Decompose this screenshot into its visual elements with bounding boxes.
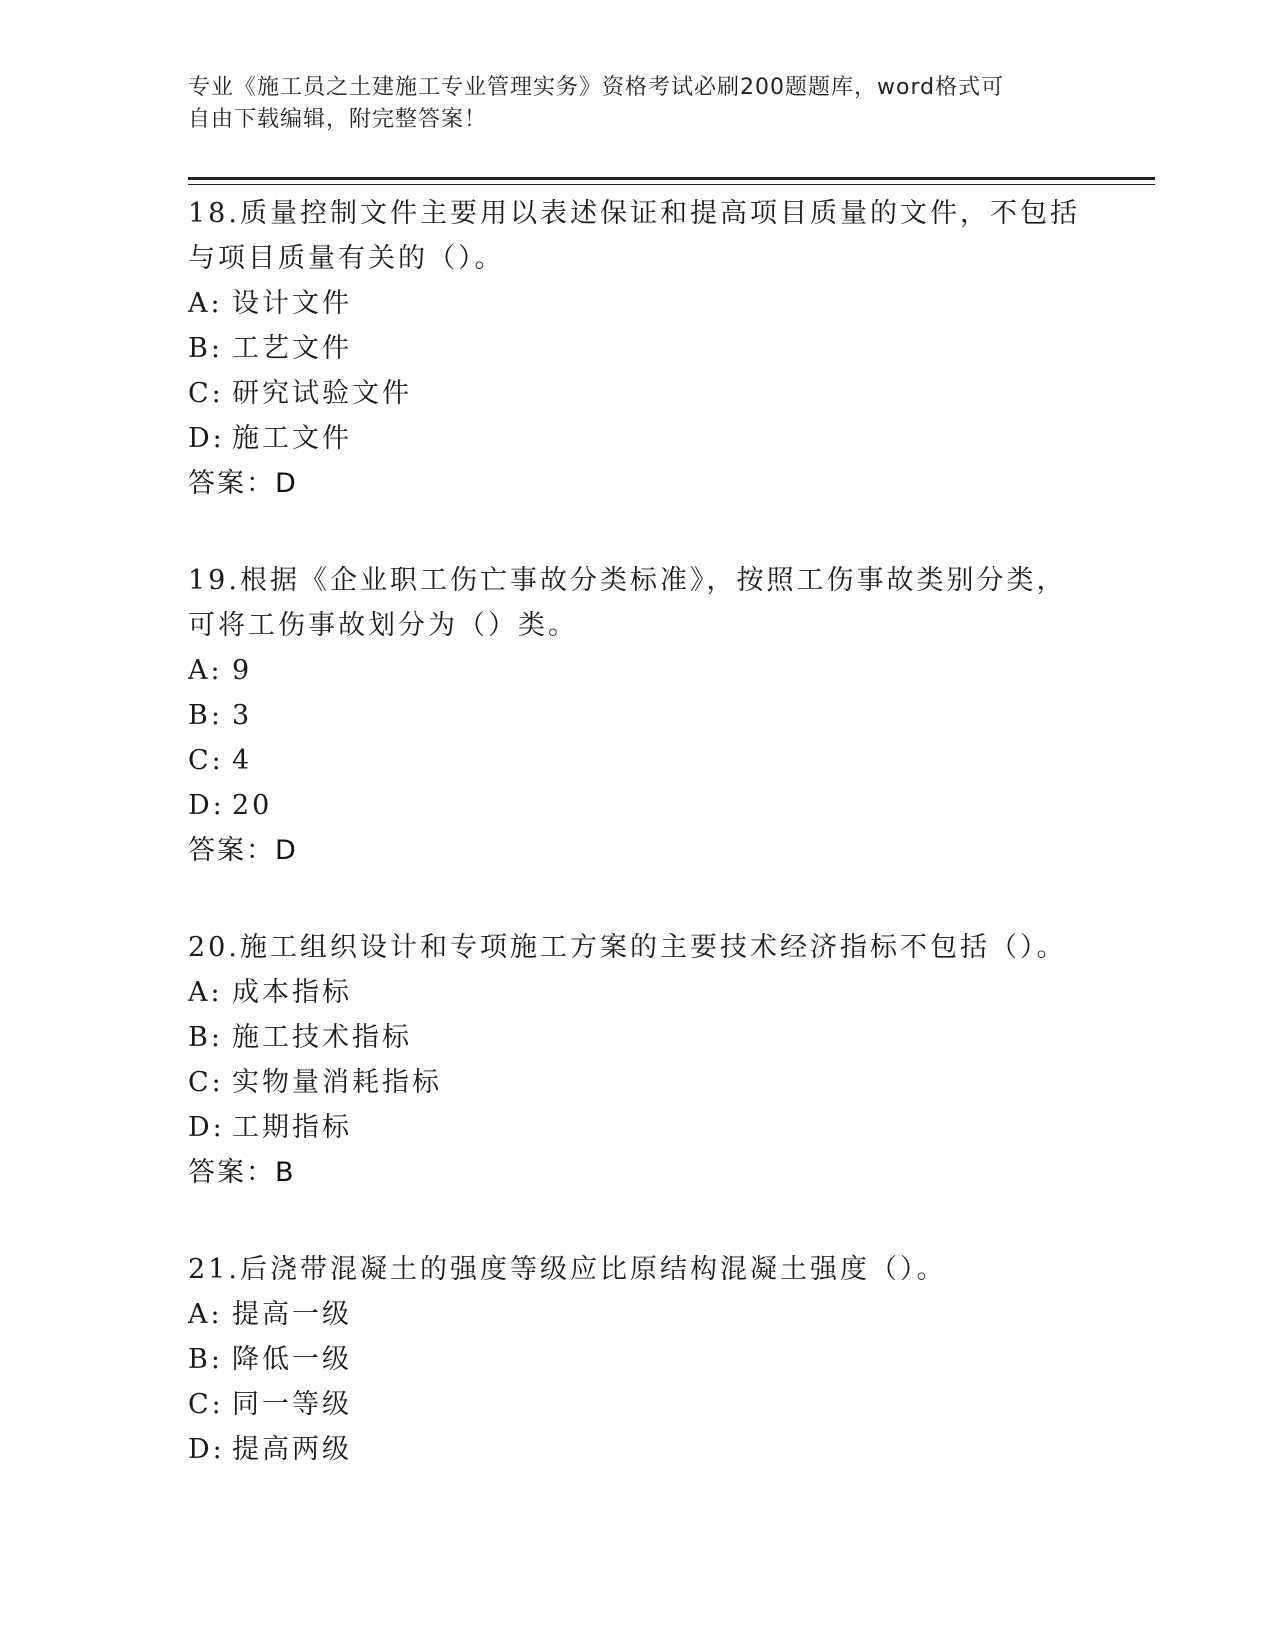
option-text: 降低一级 — [232, 1344, 352, 1375]
option-a — [188, 281, 1088, 326]
question-stem: 20.施工组织设计和专项施工方案的主要技术经济指标不包括（）。 — [188, 932, 1067, 963]
header-line-2: 自由下载编辑，附完整答案！ — [188, 107, 488, 132]
option-d — [188, 1427, 1088, 1472]
option-key: B: — [188, 1022, 223, 1053]
option-text: 工期指标 — [232, 1112, 352, 1143]
option-key: D: — [188, 423, 225, 454]
answer: 答案：D — [188, 468, 298, 499]
option-c — [188, 738, 1088, 783]
question-18 — [188, 191, 1088, 506]
option-text: 20 — [232, 790, 273, 821]
option-key: B: — [188, 1344, 223, 1375]
option-a — [188, 648, 1088, 693]
question-stem: 21.后浇带混凝土的强度等级应比原结构混凝土强度（）。 — [188, 1254, 947, 1285]
option-text: 设计文件 — [232, 288, 352, 319]
option-key: D: — [188, 790, 225, 821]
option-text: 施工技术指标 — [232, 1022, 412, 1053]
option-c — [188, 371, 1088, 416]
option-text: 3 — [232, 700, 253, 731]
option-text: 施工文件 — [232, 423, 352, 454]
option-text: 实物量消耗指标 — [232, 1067, 442, 1098]
question-19 — [188, 558, 1088, 873]
option-c — [188, 1060, 1088, 1105]
option-key: D: — [188, 1112, 225, 1143]
header-line-1: 专业《施工员之土建施工专业管理实务》资格考试必刷200题题库，word格式可 — [188, 75, 1005, 100]
option-text: 9 — [232, 655, 253, 686]
option-b — [188, 1337, 1088, 1382]
option-a — [188, 1292, 1088, 1337]
option-d — [188, 416, 1088, 461]
option-key: A: — [188, 288, 223, 319]
option-key: A: — [188, 977, 223, 1008]
document-header — [188, 72, 1068, 136]
option-key: B: — [188, 700, 223, 731]
question-20 — [188, 925, 1088, 1195]
answer: 答案：D — [188, 835, 298, 866]
header-divider-thin — [188, 184, 1155, 185]
option-key: B: — [188, 333, 223, 364]
option-text: 4 — [232, 745, 253, 776]
option-b — [188, 326, 1088, 371]
option-text: 提高两级 — [232, 1434, 352, 1465]
option-key: C: — [188, 378, 224, 409]
option-key: A: — [188, 655, 223, 686]
option-b — [188, 1015, 1088, 1060]
question-21 — [188, 1247, 1088, 1472]
answer: 答案：B — [188, 1157, 296, 1188]
question-list — [188, 191, 1088, 1524]
option-text: 研究试验文件 — [232, 378, 412, 409]
option-text: 成本指标 — [232, 977, 352, 1008]
option-d — [188, 783, 1088, 828]
option-d — [188, 1105, 1088, 1150]
header-divider-thick — [188, 177, 1155, 180]
question-stem: 18.质量控制文件主要用以表述保证和提高项目质量的文件，不包括与项目质量有关的（）。 — [188, 198, 1080, 274]
option-c — [188, 1382, 1088, 1427]
option-key: A: — [188, 1299, 223, 1330]
question-stem: 19.根据《企业职工伤亡事故分类标准》，按照工伤事故类别分类，可将工伤事故划分为（）类。 — [188, 565, 1067, 641]
option-key: D: — [188, 1434, 225, 1465]
option-text: 提高一级 — [232, 1299, 352, 1330]
option-text: 同一等级 — [232, 1389, 352, 1420]
option-text: 工艺文件 — [232, 333, 352, 364]
option-a — [188, 970, 1088, 1015]
option-key: C: — [188, 745, 224, 776]
option-key: C: — [188, 1389, 224, 1420]
option-b — [188, 693, 1088, 738]
option-key: C: — [188, 1067, 224, 1098]
